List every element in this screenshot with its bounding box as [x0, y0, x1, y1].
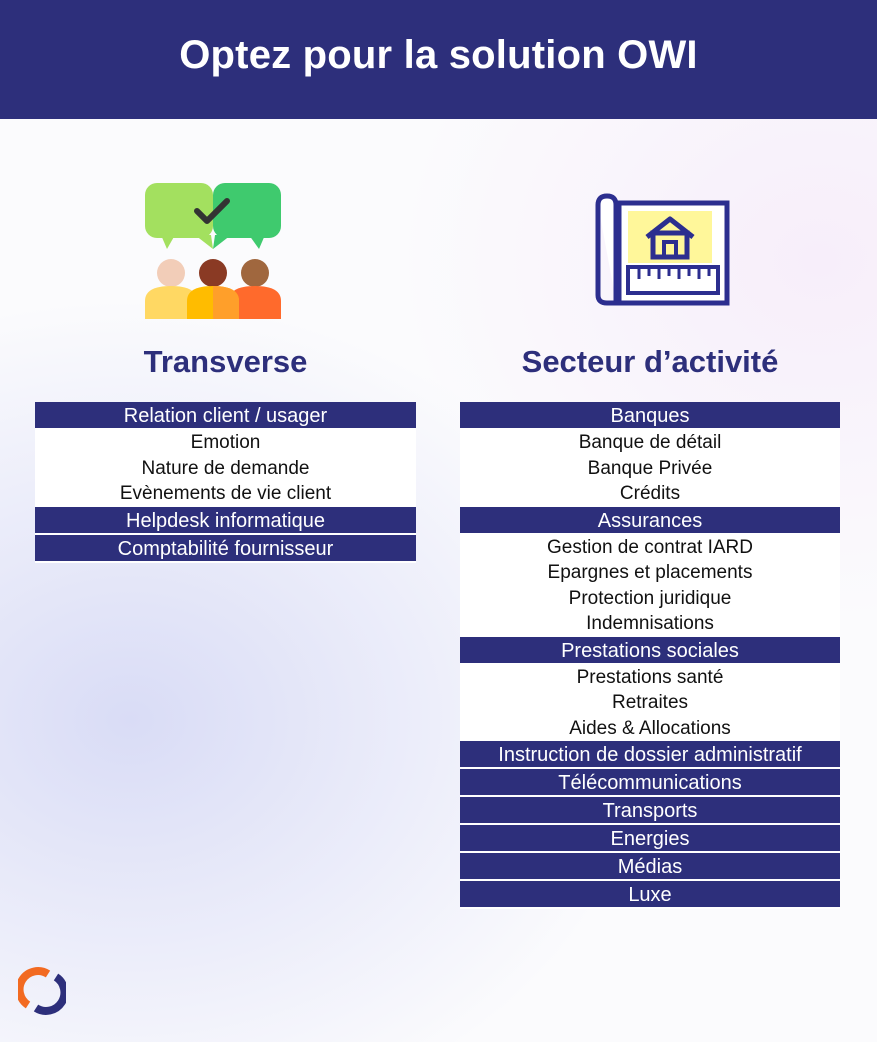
people-approval-icon — [145, 183, 283, 319]
owi-logo-icon — [18, 967, 66, 1015]
list-item: Evènements de vie client — [35, 481, 416, 507]
section-header: Comptabilité fournisseur — [35, 535, 416, 563]
section-header: Médias — [460, 853, 840, 881]
section-header: Banques — [460, 402, 840, 430]
section-header: Télécommunications — [460, 769, 840, 797]
list-item: Emotion — [35, 430, 416, 456]
section-header: Relation client / usager — [35, 402, 416, 430]
list-item: Crédits — [460, 481, 840, 507]
page-title: Optez pour la solution OWI — [179, 33, 698, 77]
left-column-title: Transverse — [143, 344, 308, 379]
list-item: Retraites — [460, 690, 840, 716]
section-header: Helpdesk informatique — [35, 507, 416, 535]
section-header: Instruction de dossier administratif — [460, 741, 840, 769]
list-item: Aides & Allocations — [460, 716, 840, 742]
section-header: Energies — [460, 825, 840, 853]
section-header: Assurances — [460, 507, 840, 535]
list-item: Banque de détail — [460, 430, 840, 456]
section-header: Prestations sociales — [460, 637, 840, 665]
list-item: Banque Privée — [460, 456, 840, 482]
list-item: Prestations santé — [460, 665, 840, 691]
list-item: Indemnisations — [460, 611, 840, 637]
sector-table — [460, 402, 840, 909]
section-header: Transports — [460, 797, 840, 825]
list-item: Protection juridique — [460, 586, 840, 612]
house-blueprint-icon — [595, 193, 733, 308]
list-item: Gestion de contrat IARD — [460, 535, 840, 561]
transverse-table — [35, 402, 416, 563]
header-banner — [0, 0, 877, 119]
right-column-title: Secteur d’activité — [521, 344, 779, 379]
list-item: Nature de demande — [35, 456, 416, 482]
list-item: Epargnes et placements — [460, 560, 840, 586]
section-header: Luxe — [460, 881, 840, 909]
